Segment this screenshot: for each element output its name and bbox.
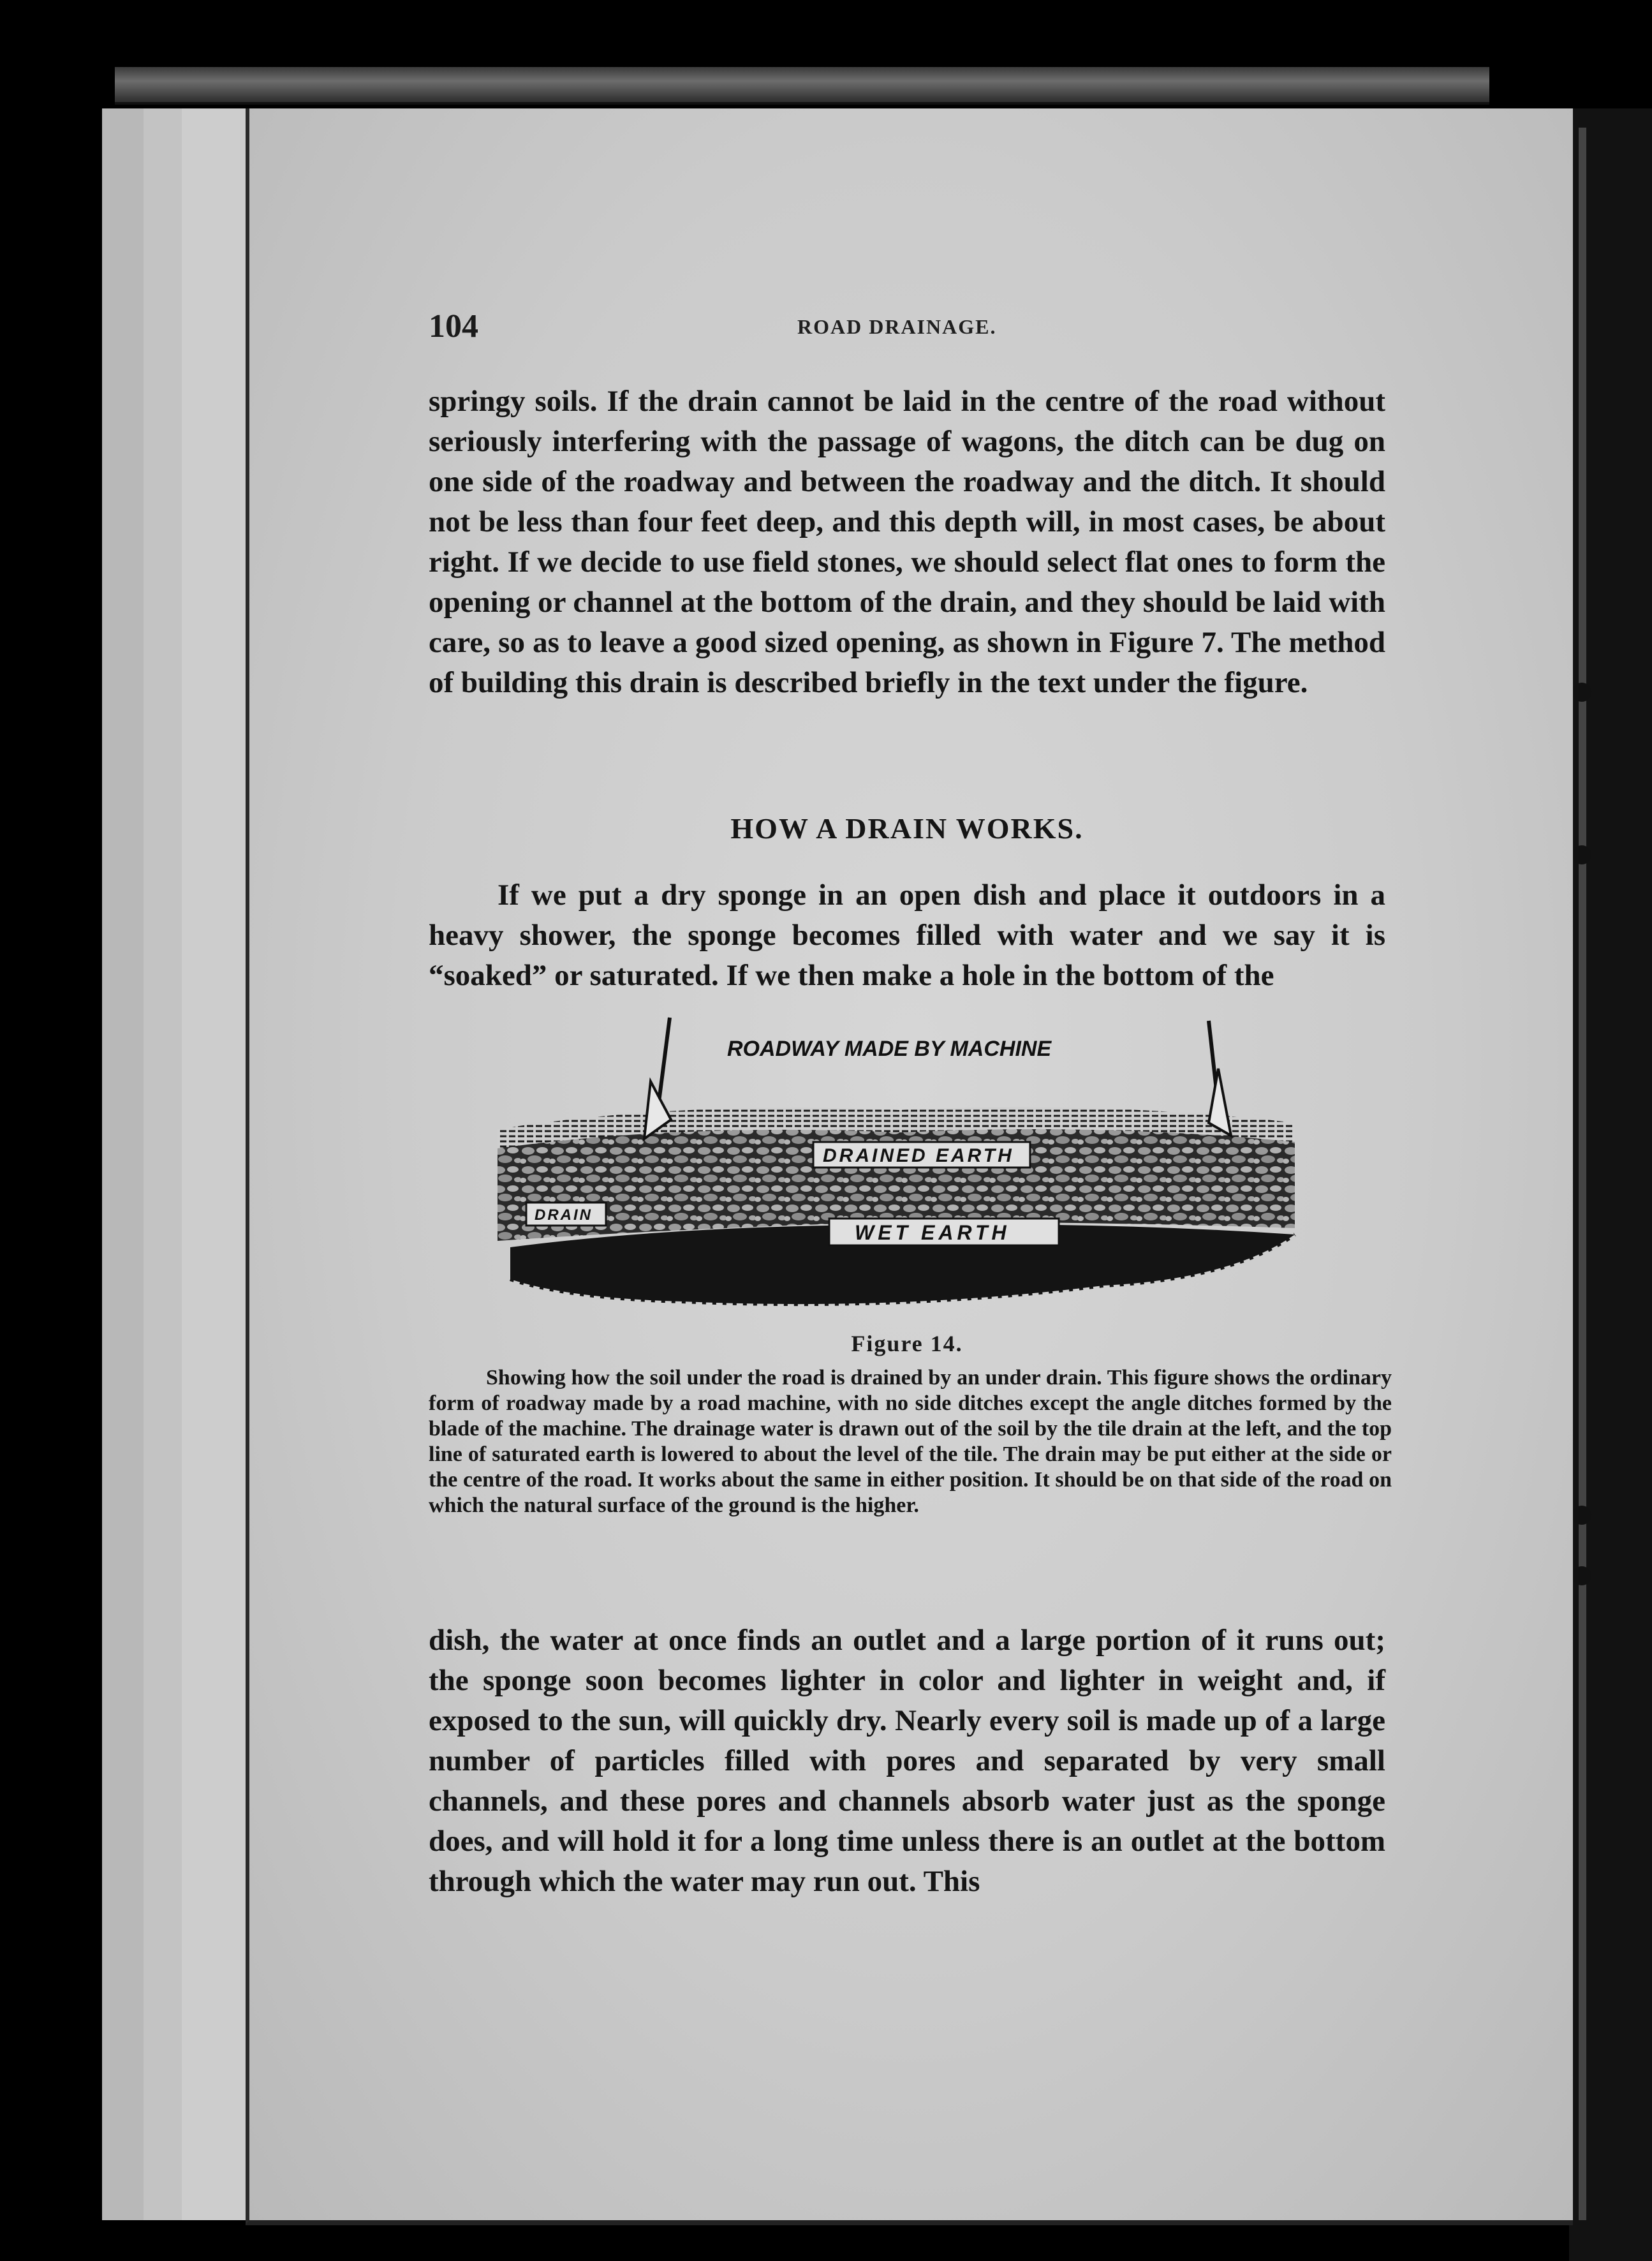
figure-label-drain: DRAIN	[535, 1206, 593, 1224]
book-top-edge	[115, 67, 1489, 105]
body-paragraph: If we put a dry sponge in an open dish and place it outdoors in a heavy shower, the sponge becomes filled with water and we say it is “soaked” or saturated. If we then make a hole in the bottom of the	[429, 878, 1385, 992]
binding-stitch	[1572, 845, 1591, 864]
figure-label-roadway: ROADWAY MADE BY MACHINE	[727, 1037, 1052, 1061]
binding-stitch	[1572, 1566, 1591, 1585]
figure-label-drained-earth: DRAINED EARTH	[823, 1145, 1014, 1166]
drainage-illustration	[491, 1011, 1320, 1317]
page-header	[429, 308, 1392, 352]
body-paragraph: springy soils. If the drain cannot be laid in the centre of the road without seriously interfering with the passage of wagons, the ditch can be dug on one side of the roadway and between the roadway and the ditch. It should not be less than four feet deep, and this depth will, in most cases, be about right. If we decide to use field stones, we should select flat ones to form the opening or channel at the bottom of the drain, and they should be laid with care, so as to leave a good sized opening, as shown in Figure 7. The method of building this drain is described briefly in the text under the figure.	[429, 385, 1385, 699]
binding-stitch	[1572, 1506, 1591, 1525]
section-heading: HOW A DRAIN WORKS.	[730, 812, 1084, 845]
binding-edge	[1579, 128, 1586, 2220]
figure-title: Figure 14.	[851, 1331, 963, 1356]
figure-caption: Showing how the soil under the road is drained by an under drain. This figure shows the ordinary form of roadway made by a road machine, with no side ditches except the angle ditches formed by the blade of the machine. The drainage water is drawn out of the soil by the tile drain at the left, and the top line of saturated earth is lowered to about the level of the tile. The drain may be put either at the side or the centre of the road. It works about the same in either position. It should be on that side of the road on which the natural surface of the ground is the higher.	[429, 1366, 1392, 1517]
body-paragraph: dish, the water at once finds an outlet and a large portion of it runs out; the sponge soon becomes lighter in color and lighter in weight and, if exposed to the sun, will quickly dry. Nearly every soil is made up of a large number of particles filled with pores and separated by very small channels, and these pores and channels absorb water just as the sponge does, and will hold it for a long time unless there is an outlet at the bottom through which the water may run out. This	[429, 1624, 1385, 1898]
figure-label-wet-earth: WET EARTH	[855, 1221, 1010, 1244]
binding-stitch	[1572, 683, 1591, 702]
running-head: ROAD DRAINAGE.	[797, 315, 997, 338]
page-number: 104	[429, 308, 478, 345]
